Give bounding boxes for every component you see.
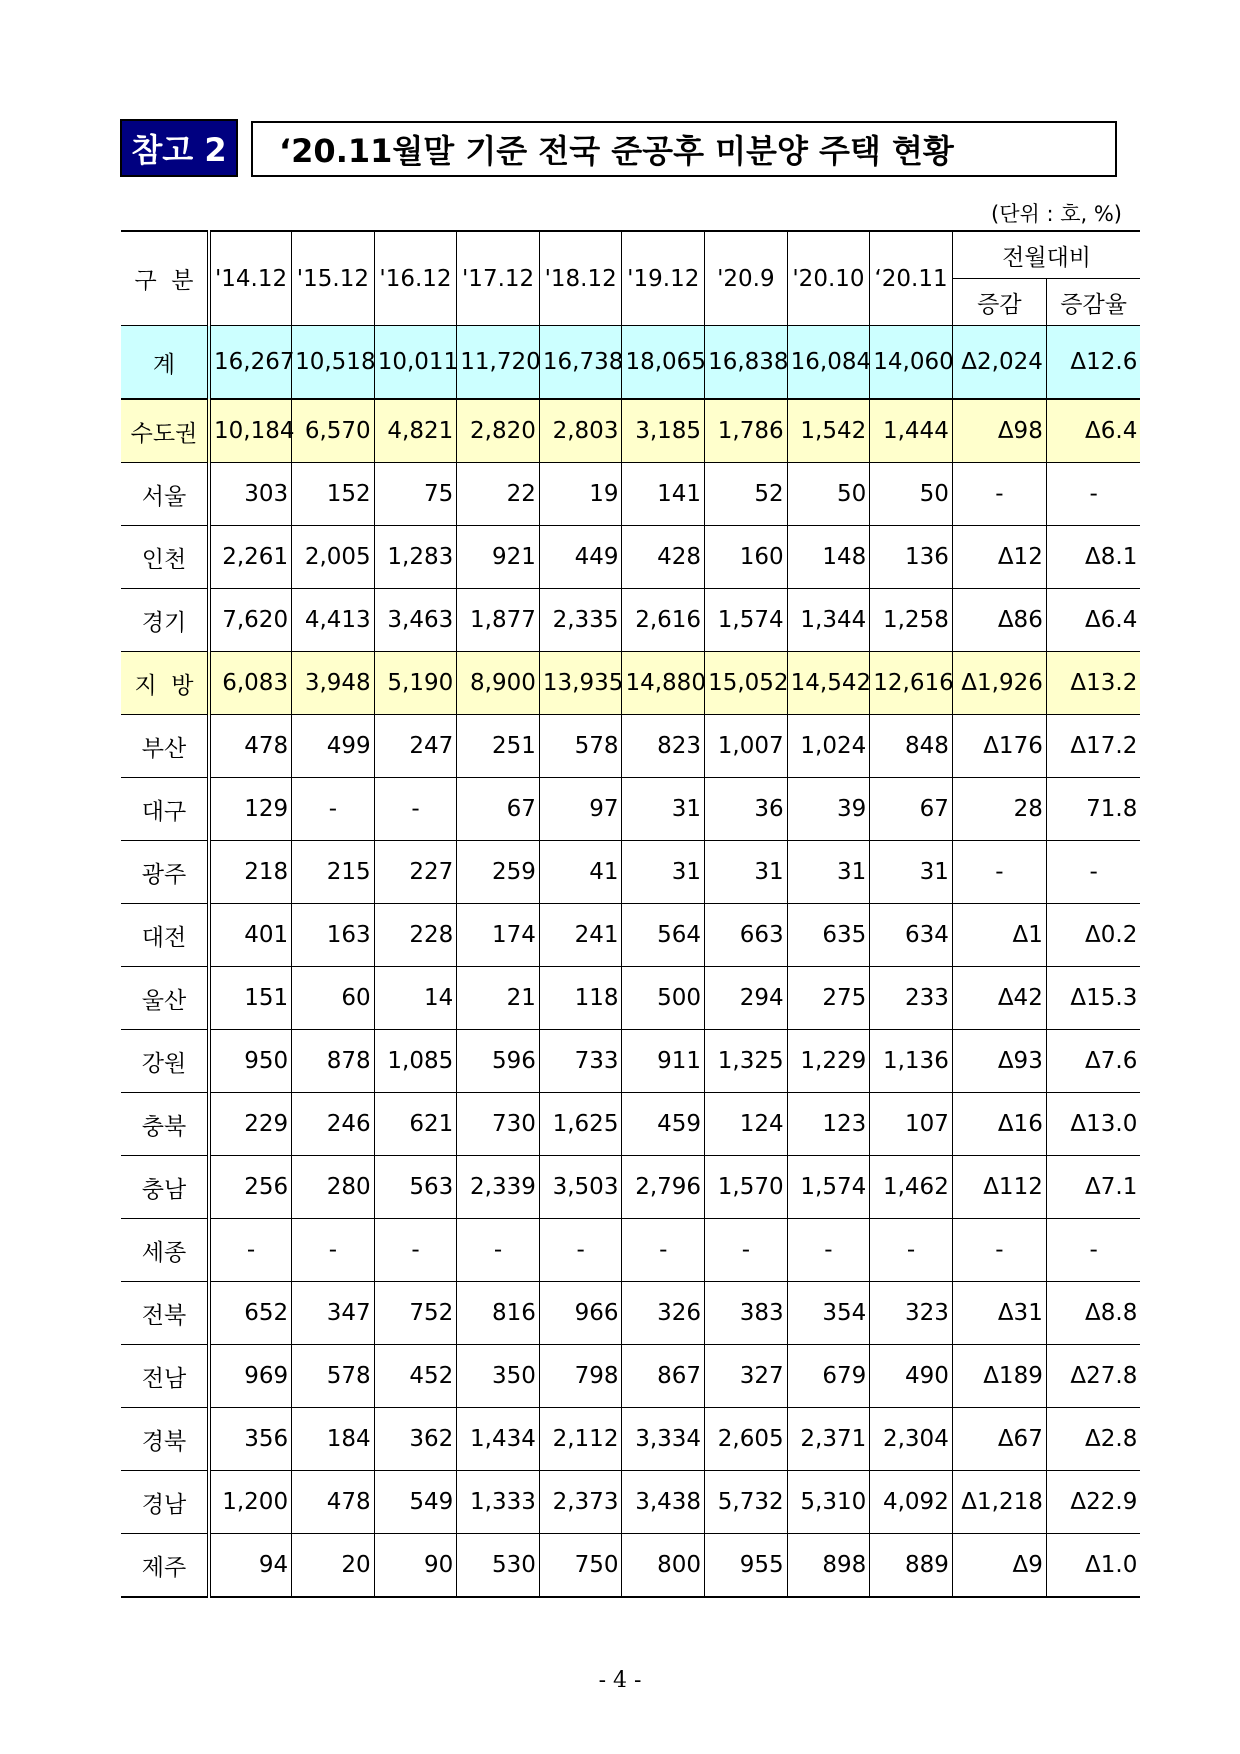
table-cell: Δ1.0	[1046, 1534, 1140, 1598]
table-cell: 347	[292, 1282, 375, 1345]
table-row	[121, 1282, 1140, 1345]
table-row	[121, 715, 1140, 778]
table-cell: Δ2.8	[1046, 1408, 1140, 1471]
row-label: 부산	[121, 715, 209, 778]
header-period: '18.12	[539, 231, 622, 326]
table-cell: -	[539, 1219, 622, 1282]
table-cell: 39	[787, 778, 870, 841]
table-cell: 4,821	[374, 399, 457, 463]
table-cell: 1,136	[870, 1030, 953, 1093]
row-label: 경기	[121, 589, 209, 652]
table-cell: 75	[374, 463, 457, 526]
table-row	[121, 1534, 1140, 1598]
header-period: '20.9	[705, 231, 788, 326]
header-category: 구 분	[121, 231, 209, 326]
table-cell: 14,060	[870, 326, 953, 400]
table-row	[121, 526, 1140, 589]
table-row	[121, 1345, 1140, 1408]
table-cell: 148	[787, 526, 870, 589]
table-cell: -	[457, 1219, 540, 1282]
table-row	[121, 463, 1140, 526]
table-cell: 652	[209, 1282, 292, 1345]
table-cell: Δ7.6	[1046, 1030, 1140, 1093]
table-cell: 163	[292, 904, 375, 967]
table-cell: 889	[870, 1534, 953, 1598]
table-cell: 67	[457, 778, 540, 841]
table-cell: -	[1046, 1219, 1140, 1282]
table-cell: 227	[374, 841, 457, 904]
table-cell: 152	[292, 463, 375, 526]
table-row	[121, 904, 1140, 967]
table-cell: 8,900	[457, 652, 540, 715]
row-label: 전남	[121, 1345, 209, 1408]
header-period: '17.12	[457, 231, 540, 326]
table-cell: Δ6.4	[1046, 589, 1140, 652]
table-cell: 2,339	[457, 1156, 540, 1219]
row-label: 대구	[121, 778, 209, 841]
table-row	[121, 1471, 1140, 1534]
table-cell: 10,518	[292, 326, 375, 400]
table-cell: 28	[952, 778, 1046, 841]
table-cell: Δ8.1	[1046, 526, 1140, 589]
table-cell: 327	[705, 1345, 788, 1408]
table-cell: -	[209, 1219, 292, 1282]
table-cell: 449	[539, 526, 622, 589]
table-cell: 1,007	[705, 715, 788, 778]
table-cell: 966	[539, 1282, 622, 1345]
table-cell: 218	[209, 841, 292, 904]
table-cell: 303	[209, 463, 292, 526]
table-cell: 323	[870, 1282, 953, 1345]
table-cell: 228	[374, 904, 457, 967]
table-cell: 246	[292, 1093, 375, 1156]
table-cell: -	[374, 778, 457, 841]
table-cell: 1,625	[539, 1093, 622, 1156]
table-row	[121, 1408, 1140, 1471]
table-row	[121, 1156, 1140, 1219]
table-cell: 428	[622, 526, 705, 589]
table-cell: 31	[870, 841, 953, 904]
table-cell: 256	[209, 1156, 292, 1219]
table-cell: Δ93	[952, 1030, 1046, 1093]
row-label: 세종	[121, 1219, 209, 1282]
unsold-housing-table	[121, 230, 1140, 1598]
table-cell: 16,838	[705, 326, 788, 400]
table-cell: 2,371	[787, 1408, 870, 1471]
table-row	[121, 778, 1140, 841]
table-cell: Δ67	[952, 1408, 1046, 1471]
table-cell: Δ13.0	[1046, 1093, 1140, 1156]
table-cell: Δ16	[952, 1093, 1046, 1156]
table-cell: Δ0.2	[1046, 904, 1140, 967]
table-cell: Δ1	[952, 904, 1046, 967]
table-cell: 3,185	[622, 399, 705, 463]
table-cell: 354	[787, 1282, 870, 1345]
table-cell: 129	[209, 778, 292, 841]
table-cell: 259	[457, 841, 540, 904]
header-change: 증감	[952, 279, 1046, 326]
table-cell: -	[374, 1219, 457, 1282]
table-cell: 1,444	[870, 399, 953, 463]
table-cell: 383	[705, 1282, 788, 1345]
table-cell: Δ8.8	[1046, 1282, 1140, 1345]
table-cell: 733	[539, 1030, 622, 1093]
table-cell: -	[870, 1219, 953, 1282]
table-cell: 362	[374, 1408, 457, 1471]
table-cell: 2,112	[539, 1408, 622, 1471]
table-cell: 750	[539, 1534, 622, 1598]
table-cell: 50	[787, 463, 870, 526]
table-cell: 107	[870, 1093, 953, 1156]
table-cell: 911	[622, 1030, 705, 1093]
table-cell: 20	[292, 1534, 375, 1598]
table-cell: 2,803	[539, 399, 622, 463]
table-cell: 2,005	[292, 526, 375, 589]
table-cell: 499	[292, 715, 375, 778]
table-cell: Δ12	[952, 526, 1046, 589]
table-cell: 1,283	[374, 526, 457, 589]
table-cell: -	[292, 778, 375, 841]
table-cell: 247	[374, 715, 457, 778]
table-cell: 4,092	[870, 1471, 953, 1534]
table-cell: -	[787, 1219, 870, 1282]
row-label: 제주	[121, 1534, 209, 1598]
table-cell: 635	[787, 904, 870, 967]
table-cell: 136	[870, 526, 953, 589]
table-cell: 6,570	[292, 399, 375, 463]
table-cell: 848	[870, 715, 953, 778]
table-cell: 1,258	[870, 589, 953, 652]
table-cell: 6,083	[209, 652, 292, 715]
table-cell: 5,310	[787, 1471, 870, 1534]
table-cell: 2,820	[457, 399, 540, 463]
table-cell: 3,334	[622, 1408, 705, 1471]
table-cell: 1,570	[705, 1156, 788, 1219]
table-cell: 233	[870, 967, 953, 1030]
table-cell: 174	[457, 904, 540, 967]
header-mom: 전월대비	[952, 231, 1140, 279]
table-cell: Δ176	[952, 715, 1046, 778]
table-cell: 898	[787, 1534, 870, 1598]
table-cell: 184	[292, 1408, 375, 1471]
table-cell: Δ17.2	[1046, 715, 1140, 778]
header-period: '14.12	[209, 231, 292, 326]
table-row	[121, 1030, 1140, 1093]
table-cell: 1,325	[705, 1030, 788, 1093]
table-cell: 16,738	[539, 326, 622, 400]
table-cell: 16,084	[787, 326, 870, 400]
table-cell: 1,462	[870, 1156, 953, 1219]
table-cell: Δ27.8	[1046, 1345, 1140, 1408]
row-label: 인천	[121, 526, 209, 589]
table-cell: 752	[374, 1282, 457, 1345]
table-cell: 596	[457, 1030, 540, 1093]
table-cell: 1,085	[374, 1030, 457, 1093]
table-cell: 578	[539, 715, 622, 778]
table-cell: 71.8	[1046, 778, 1140, 841]
table-cell: 241	[539, 904, 622, 967]
table-cell: 326	[622, 1282, 705, 1345]
page-title: ‘20.11월말 기준 전국 준공후 미분양 주택 현황	[251, 121, 1117, 177]
table-cell: Δ112	[952, 1156, 1046, 1219]
table-cell: 14,542	[787, 652, 870, 715]
row-label: 울산	[121, 967, 209, 1030]
table-cell: 7,620	[209, 589, 292, 652]
table-cell: 94	[209, 1534, 292, 1598]
table-row	[121, 589, 1140, 652]
table-cell: 50	[870, 463, 953, 526]
table-cell: 15,052	[705, 652, 788, 715]
row-label: 충북	[121, 1093, 209, 1156]
table-cell: -	[952, 463, 1046, 526]
table-cell: 490	[870, 1345, 953, 1408]
table-cell: 955	[705, 1534, 788, 1598]
table-row	[121, 1093, 1140, 1156]
header-period: '20.10	[787, 231, 870, 326]
header-period: '15.12	[292, 231, 375, 326]
table-cell: 123	[787, 1093, 870, 1156]
table-cell: Δ1,218	[952, 1471, 1046, 1534]
table-row	[121, 326, 1140, 400]
table-cell: 90	[374, 1534, 457, 1598]
table-cell: 800	[622, 1534, 705, 1598]
table-cell: 97	[539, 778, 622, 841]
row-label: 지 방	[121, 652, 209, 715]
header-period: '16.12	[374, 231, 457, 326]
row-label: 강원	[121, 1030, 209, 1093]
table-cell: 5,732	[705, 1471, 788, 1534]
table-cell: -	[1046, 463, 1140, 526]
table-cell: 2,335	[539, 589, 622, 652]
row-label: 충남	[121, 1156, 209, 1219]
table-cell: 160	[705, 526, 788, 589]
table-cell: 730	[457, 1093, 540, 1156]
table-cell: 3,438	[622, 1471, 705, 1534]
table-cell: 229	[209, 1093, 292, 1156]
table-cell: 16,267	[209, 326, 292, 400]
table-cell: Δ98	[952, 399, 1046, 463]
table-cell: Δ15.3	[1046, 967, 1140, 1030]
table-cell: 478	[292, 1471, 375, 1534]
table-cell: 60	[292, 967, 375, 1030]
table-cell: 1,344	[787, 589, 870, 652]
table-cell: 10,011	[374, 326, 457, 400]
table-cell: 2,261	[209, 526, 292, 589]
table-row	[121, 1219, 1140, 1282]
table-cell: -	[292, 1219, 375, 1282]
table-cell: 3,948	[292, 652, 375, 715]
table-cell: 459	[622, 1093, 705, 1156]
table-cell: 19	[539, 463, 622, 526]
header-row	[121, 231, 1140, 279]
table-cell: 118	[539, 967, 622, 1030]
table-cell: 2,616	[622, 589, 705, 652]
table-cell: 1,574	[787, 1156, 870, 1219]
table-cell: 401	[209, 904, 292, 967]
table-cell: 921	[457, 526, 540, 589]
row-label: 계	[121, 326, 209, 400]
table-cell: 4,413	[292, 589, 375, 652]
reference-badge: 참고 2	[120, 119, 238, 177]
table-cell: Δ12.6	[1046, 326, 1140, 400]
table-cell: 14,880	[622, 652, 705, 715]
table-cell: 663	[705, 904, 788, 967]
table-cell: 1,877	[457, 589, 540, 652]
table-cell: 31	[705, 841, 788, 904]
table-cell: -	[622, 1219, 705, 1282]
table-cell: 1,786	[705, 399, 788, 463]
table-cell: 563	[374, 1156, 457, 1219]
table-cell: 215	[292, 841, 375, 904]
table-row	[121, 652, 1140, 715]
table-row	[121, 399, 1140, 463]
table-cell: 41	[539, 841, 622, 904]
table-cell: Δ86	[952, 589, 1046, 652]
table-cell: 679	[787, 1345, 870, 1408]
table-cell: Δ189	[952, 1345, 1046, 1408]
table-cell: Δ42	[952, 967, 1046, 1030]
table-cell: 3,503	[539, 1156, 622, 1219]
table-cell: 36	[705, 778, 788, 841]
table-cell: 823	[622, 715, 705, 778]
row-label: 광주	[121, 841, 209, 904]
table-cell: Δ7.1	[1046, 1156, 1140, 1219]
table-cell: 500	[622, 967, 705, 1030]
table-cell: 452	[374, 1345, 457, 1408]
table-cell: 350	[457, 1345, 540, 1408]
table-cell: 530	[457, 1534, 540, 1598]
row-label: 경남	[121, 1471, 209, 1534]
table-cell: 141	[622, 463, 705, 526]
table-cell: 878	[292, 1030, 375, 1093]
table-cell: 969	[209, 1345, 292, 1408]
table-cell: Δ1,926	[952, 652, 1046, 715]
table-cell: 564	[622, 904, 705, 967]
table-cell: 1,542	[787, 399, 870, 463]
table-cell: 11,720	[457, 326, 540, 400]
table-cell: 950	[209, 1030, 292, 1093]
table-row	[121, 841, 1140, 904]
table-cell: 280	[292, 1156, 375, 1219]
table-cell: 816	[457, 1282, 540, 1345]
unit-note: (단위 : 호, %)	[991, 202, 1122, 226]
table-cell: 356	[209, 1408, 292, 1471]
table-cell: 1,229	[787, 1030, 870, 1093]
table-cell: 12,616	[870, 652, 953, 715]
table-cell: 1,434	[457, 1408, 540, 1471]
table-cell: 124	[705, 1093, 788, 1156]
row-label: 대전	[121, 904, 209, 967]
table-cell: -	[952, 841, 1046, 904]
table-cell: -	[1046, 841, 1140, 904]
table-cell: 294	[705, 967, 788, 1030]
table-cell: 275	[787, 967, 870, 1030]
table-cell: 621	[374, 1093, 457, 1156]
table-cell: 2,304	[870, 1408, 953, 1471]
table-cell: 10,184	[209, 399, 292, 463]
table-row	[121, 967, 1140, 1030]
header-period: '19.12	[622, 231, 705, 326]
table-cell: 798	[539, 1345, 622, 1408]
table-cell: 21	[457, 967, 540, 1030]
table-cell: 13,935	[539, 652, 622, 715]
table-cell: 67	[870, 778, 953, 841]
table-cell: 5,190	[374, 652, 457, 715]
table-cell: 1,200	[209, 1471, 292, 1534]
table-cell: 2,796	[622, 1156, 705, 1219]
row-label: 경북	[121, 1408, 209, 1471]
table-cell: 151	[209, 967, 292, 1030]
table-cell: 52	[705, 463, 788, 526]
row-label: 수도권	[121, 399, 209, 463]
table-cell: 18,065	[622, 326, 705, 400]
table-cell: 2,373	[539, 1471, 622, 1534]
table-cell: 1,024	[787, 715, 870, 778]
table-cell: 31	[622, 778, 705, 841]
table-cell: 2,605	[705, 1408, 788, 1471]
table-cell: 578	[292, 1345, 375, 1408]
table-cell: 1,574	[705, 589, 788, 652]
table-cell: -	[705, 1219, 788, 1282]
table-cell: Δ2,024	[952, 326, 1046, 400]
table-cell: -	[952, 1219, 1046, 1282]
table-cell: 251	[457, 715, 540, 778]
header-rate: 증감율	[1046, 279, 1140, 326]
table-cell: 549	[374, 1471, 457, 1534]
row-label: 서울	[121, 463, 209, 526]
table-cell: 478	[209, 715, 292, 778]
table-cell: Δ31	[952, 1282, 1046, 1345]
table-cell: Δ6.4	[1046, 399, 1140, 463]
table-cell: 1,333	[457, 1471, 540, 1534]
row-label: 전북	[121, 1282, 209, 1345]
table-cell: 31	[622, 841, 705, 904]
table-cell: Δ9	[952, 1534, 1046, 1598]
table-cell: 634	[870, 904, 953, 967]
page-number: - 4 -	[598, 1668, 642, 1693]
table-cell: 22	[457, 463, 540, 526]
header-period: ‘20.11	[870, 231, 953, 326]
table-cell: 31	[787, 841, 870, 904]
table-cell: 867	[622, 1345, 705, 1408]
table-cell: Δ22.9	[1046, 1471, 1140, 1534]
table-cell: 14	[374, 967, 457, 1030]
table-cell: Δ13.2	[1046, 652, 1140, 715]
table-cell: 3,463	[374, 589, 457, 652]
